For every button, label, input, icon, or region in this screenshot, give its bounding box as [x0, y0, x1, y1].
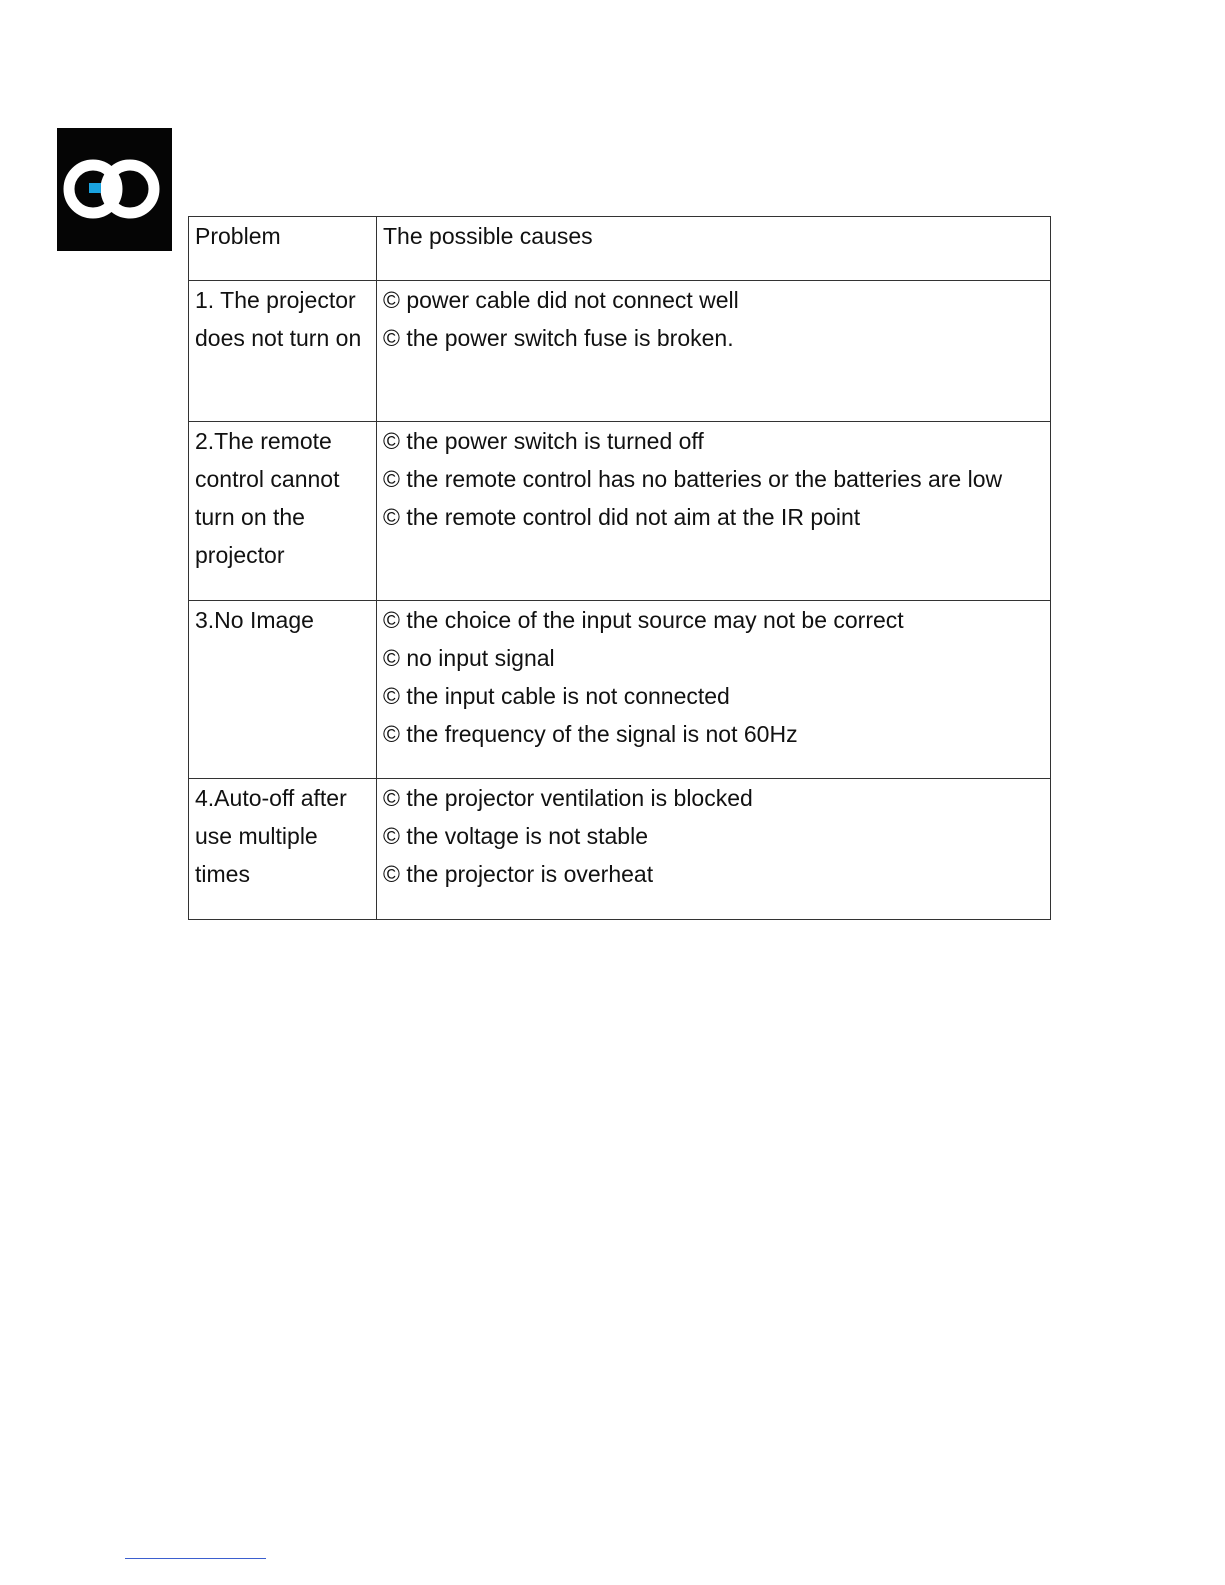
- brand-logo: [57, 128, 172, 251]
- causes-cell: [377, 422, 1051, 601]
- cause-item: © the voltage is not stable: [383, 823, 648, 849]
- cause-item: © the input cable is not connected: [383, 683, 730, 709]
- cause-item: © the power switch fuse is broken.: [383, 325, 734, 351]
- causes-cell: [377, 601, 1051, 779]
- troubleshooting-table: [188, 216, 1051, 920]
- header-problem: Problem: [189, 217, 377, 281]
- table-row: [189, 779, 1051, 920]
- cause-item: © the projector is overheat: [383, 861, 654, 887]
- table-row: [189, 422, 1051, 601]
- table-header-row: [189, 217, 1051, 281]
- cause-item: © no input signal: [383, 645, 555, 671]
- problem-cell: 1. The projector does not turn on: [189, 281, 377, 422]
- cause-item: © the remote control did not aim at the IR point: [383, 504, 861, 530]
- cause-item: © the frequency of the signal is not 60Hz: [383, 721, 798, 747]
- problem-cell: 3.No Image: [189, 601, 377, 779]
- table-row: [189, 601, 1051, 779]
- causes-cell: [377, 779, 1051, 920]
- cause-item: © power cable did not connect well: [383, 287, 739, 313]
- cause-item: © the choice of the input source may not be correct: [383, 607, 904, 633]
- cause-item: © the projector ventilation is blocked: [383, 785, 753, 811]
- problem-cell: 2.The remote control cannot turn on the projector: [189, 422, 377, 601]
- cause-item: © the power switch is turned off: [383, 428, 704, 454]
- cause-item: © the remote control has no batteries or the batteries are low: [383, 466, 1003, 492]
- header-causes: The possible causes: [377, 217, 1051, 281]
- table-row: [189, 281, 1051, 422]
- problem-cell: 4.Auto-off after use multiple times: [189, 779, 377, 920]
- go-logo-icon: [57, 128, 172, 251]
- footer-rule: [125, 1558, 266, 1559]
- causes-cell: [377, 281, 1051, 422]
